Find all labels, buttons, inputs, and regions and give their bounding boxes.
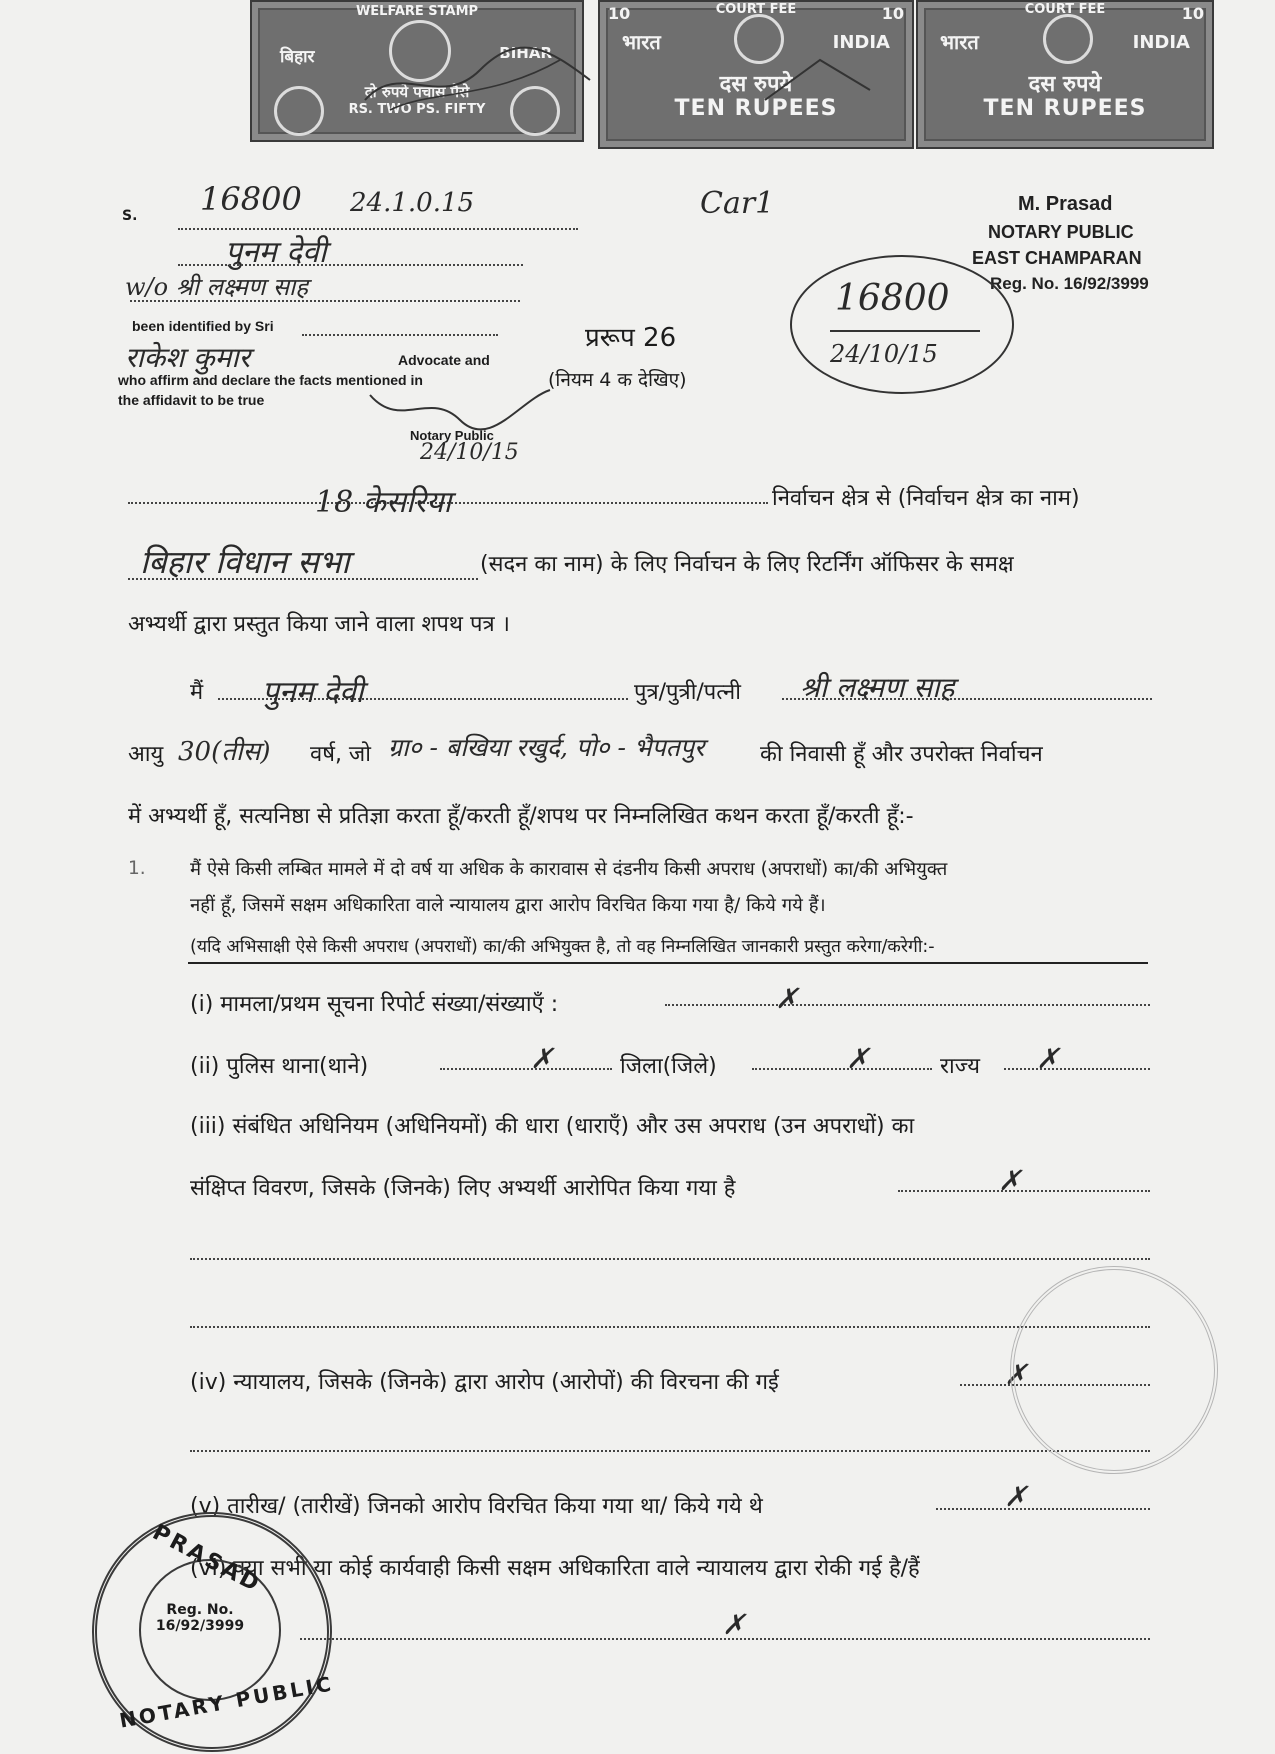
house-line-text: (सदन का नाम) के लिए निर्वाचन के लिए रिटर्निंग ऑफिसर के समक्ष [480,552,1014,577]
field-v-cross: ✗ [1004,1480,1028,1513]
stamp-hindi: बिहार [280,47,315,67]
field-vi-label: (vi) क्या सभी या कोई कार्यवाही किसी सक्षम अधिकारिता वाले न्यायालय द्वारा रोकी गई है/हैं [190,1556,920,1581]
signature-mark [360,40,600,120]
dotted-line [1004,1068,1150,1070]
item-1-line-1: मैं ऐसे किसी लम्बित मामले में दो वर्ष या अधिक के कारावास से दंडनीय किसी अपराध (अपराधों) का/की अभियुक्त [190,859,948,880]
field-vi-cross: ✗ [722,1608,746,1641]
item-1-note: (यदि अभिसाक्षी ऐसे किसी अपराध (अपराधों) का/की अभियुक्त है, तो वह निम्नलिखित जानकारी प्रस्तुत करेगा/करेगी:- [190,937,935,957]
candidate-name-handwritten: पुनम देवी [262,675,364,710]
affirm-line-1: who affirm and declare the facts mentioned in [118,372,423,388]
notary-reg: Reg. No. 16/92/3999 [990,274,1149,293]
age-handwritten: 30(तीस) [178,737,271,767]
court-fee-stamp [916,0,1214,149]
note-underline [188,962,1148,964]
stamp-top-label: COURT FEE [1024,2,1106,17]
item-1-line-2: नहीं हूँ, जिसमें सक्षम अधिकारिता वाले न्यायालय द्वारा आरोप विरचित किया गया है/ किये गये हैं। [190,895,826,916]
notary-name: M. Prasad [1018,193,1113,215]
identifier-handwritten: राकेश कुमार [125,341,251,374]
stamp-english: BIHAR [499,44,552,62]
main-prefix: मैं [190,680,204,705]
dotted-line [936,1508,1150,1510]
field-i-label: (i) मामला/प्रथम सूचना रिपोर्ट संख्या/संख्याएँ : [190,992,559,1017]
house-handwritten: बिहार विधान सभा [140,543,350,581]
stamp-value-hindi: दो रुपये पचास पैसे [364,83,470,101]
stamp-corner: 10 [1181,4,1204,23]
underline [830,330,980,332]
dotted-line [178,264,523,266]
dotted-line [752,1068,932,1070]
field-iii-line-1: (iii) संबंधित अधिनियम (अधिनियमों) की धारा (धाराएँ) और उस अपराध (उन अपराधों) का [190,1114,915,1139]
resident-label: की निवासी हूँ और उपरोक्त निर्वाचन [760,742,1043,767]
dotted-line [190,1258,1150,1260]
field-iii-line-2: संक्षिप्त विवरण, जिसके (जिनके) लिए अभ्यर्थी आरोपित किया गया है [190,1176,736,1201]
affidavit-line: अभ्यर्थी द्वारा प्रस्तुत किया जाने वाला शपथ पत्र । [128,612,510,637]
field-ii-police-cross: ✗ [530,1042,554,1075]
relation-label: पुत्र/पुत्री/पत्नी [634,680,741,705]
dotted-line [128,578,478,580]
circled-number: 16800 [835,278,950,319]
signature-mark [760,50,880,110]
item-1-number: 1. [128,858,146,879]
form-rule: (नियम 4 क देखिए) [548,369,687,391]
stamp-top-label: WELFARE STAMP [355,4,479,19]
serial-prefix: S. [122,208,138,224]
field-iii-cross: ✗ [998,1164,1022,1197]
stamp-value-english: TEN RUPEES [674,96,838,121]
field-v-label: (v) तारीख/ (तारीखें) जिनको आरोप विरचित किया गया था/ किये गये थे [190,1494,763,1519]
dotted-line [190,1450,1150,1452]
deponent-name-handwritten: पुनम देवी [225,235,327,270]
field-ii-state-label: राज्य [940,1054,981,1079]
relation-name-handwritten: श्री लक्ष्मण साह [800,671,955,704]
years-label: वर्ष, जो [310,742,371,767]
stamp-value-hindi: दस रुपये [1028,72,1102,97]
dotted-line [440,1068,612,1070]
faint-seal [1010,1266,1218,1474]
sign-handwritten: Car1 [700,186,775,221]
dotted-line [665,1004,1150,1006]
field-ii-district-label: जिला(जिले) [620,1054,717,1079]
field-ii-police-label: (ii) पुलिस थाना(थाने) [190,1054,369,1079]
stamp-hindi: भारत [622,30,661,54]
age-label: आयु [128,742,164,767]
field-iv-label: (iv) न्यायालय, जिसके (जिनके) द्वारा आरोप (आरोपों) की विरचना की गई [190,1370,779,1395]
oath-line: में अभ्यर्थी हूँ, सत्यनिष्ठा से प्रतिज्ञा करता हूँ/करती हूँ/शपथ पर निम्नलिखित कथन करता हूँ/करती हूँ:- [128,804,914,829]
relation-handwritten: w/o श्री लक्ष्मण साह [125,273,309,301]
identified-label: been identified by Sri [132,318,274,334]
serial-handwritten: 16800 [200,180,302,218]
stamp-corner: 10 [608,4,631,23]
seal-bottom-text: NOTARY PUBLIC [117,1671,336,1733]
field-ii-state-cross: ✗ [1036,1042,1060,1075]
stamp-corner: 10 [881,4,904,23]
field-iv-cross: ✗ [1004,1358,1028,1391]
dotted-line [130,300,520,302]
form-title: प्ररूप 26 [585,323,677,353]
seal-center-text: Reg. No. 16/92/3999 [155,1602,245,1634]
constituency-label: निर्वाचन क्षेत्र से (निर्वाचन क्षेत्र का नाम) [772,486,1080,511]
dotted-line [302,334,498,336]
date-handwritten: 24.1.0.15 [350,188,475,218]
lion-emblem-icon [1043,14,1093,64]
notary-date-handwritten: 24/10/15 [420,440,519,465]
dotted-line [898,1190,1150,1192]
notary-district: EAST CHAMPARAN [972,248,1142,268]
notary-public-label: Notary Public [410,428,494,443]
field-i-cross: ✗ [775,982,799,1015]
constituency-handwritten: 18 केसरिया [315,485,452,520]
stamp-top-label: COURT FEE [715,2,797,17]
stamp-value-english: TEN RUPEES [983,96,1147,121]
field-ii-district-cross: ✗ [846,1042,870,1075]
advocate-label: Advocate and [398,352,490,368]
circled-note [790,255,1014,394]
address-handwritten: ग्रा० - बखिया रखुर्द, पो० - भैपतपुर [388,733,705,762]
stamp-value-hindi: दस रुपये [719,72,793,97]
stamp-hindi: भारत [940,30,979,54]
dotted-line [190,1326,1150,1328]
stamp-english: INDIA [832,32,890,53]
seal-top-text: PRASAD [148,1520,266,1599]
stamp-english: INDIA [1132,32,1190,53]
notary-title: NOTARY PUBLIC [988,222,1134,242]
circled-date: 24/10/15 [830,340,938,368]
stamp-value-english: RS. TWO PS. FIFTY [348,102,486,117]
affirm-line-2: the affidavit to be true [118,392,265,408]
